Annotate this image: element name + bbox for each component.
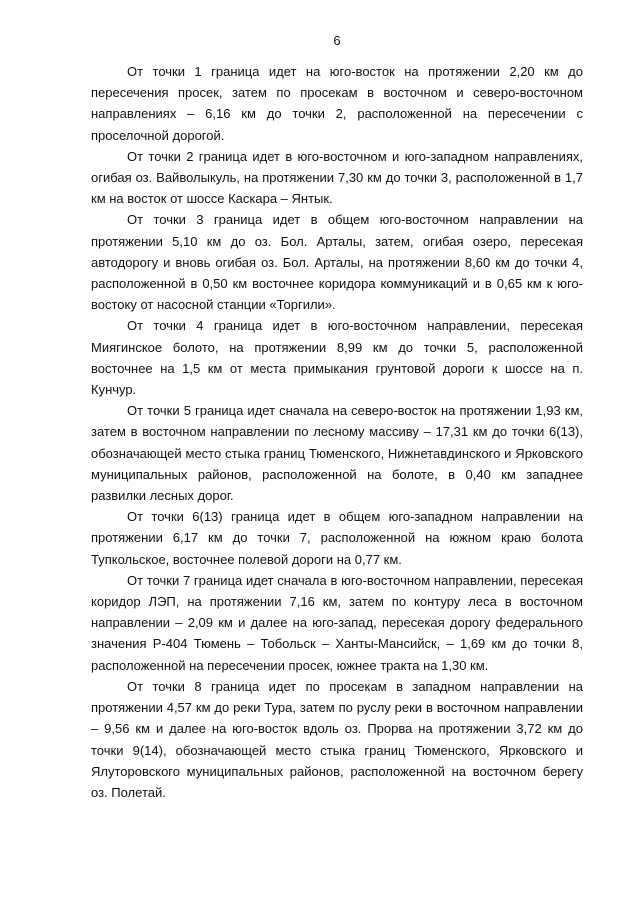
paragraph-point-2: От точки 2 граница идет в юго-восточном и юго-западном направлениях, огибая оз. Вайволыкуль, на протяжении 7,30 км до точки 3, расположенной в 1,7 км на восток от шоссе Каскара – Янтык. xyxy=(91,148,583,207)
paragraph-point-6: От точки 6(13) граница идет в общем юго-западном направлении на протяжении 6,17 км до точки 7, расположенной на южном краю болота Тупкольское, восточнее полевой дороги на 0,77 км. xyxy=(91,509,583,567)
paragraph-point-5: От точки 5 граница идет сначала на северо-восток на протяжении 1,93 км, затем в восточном направлении по лесному массиву – 17,31 км до точки 6(13), обозначающей место стыка границ Тюменского, Нижнетавдинского и Ярковского муниципальных районов, расположенной на болоте, в 0,40 км западнее развилки лесных дорог. xyxy=(91,403,583,504)
paragraph-point-1: От точки 1 граница идет на юго-восток на протяжении 2,20 км до пересечения просек, затем по просекам в восточном и северо-восточном направлениях – 6,16 км до точки 2, расположенной на пересечении с проселочной дорогой. xyxy=(91,64,583,143)
paragraph-point-3: От точки 3 граница идет в общем юго-восточном направлении на протяжении 5,10 км до оз. Бол. Арталы, затем, огибая озеро, пересекая автодорогу и вновь огибая оз. Бол. Арталы, на протяжении 8,60 км до точки 4, расположенной в 0,50 км восточнее коридора коммуникаций и в 0,65 км к юго-востоку от насосной станции «Торгили». xyxy=(91,212,583,313)
document-body xyxy=(91,61,583,803)
paragraph-point-4: От точки 4 граница идет в юго-восточном направлении, пересекая Миягинское болото, на протяжении 8,99 км до точки 5, расположенной восточнее на 1,5 км от места примыкания грунтовой дороги к шоссе на п. Кунчур. xyxy=(91,318,583,398)
paragraph-point-8: От точки 8 граница идет по просекам в западном направлении на протяжении 4,57 км до реки Тура, затем по руслу реки в восточном направлении – 9,56 км и далее на юго-восток вдоль оз. Прорва на протяжении 3,72 км до точки 9(14), обозначающей место стыка границ Тюменского, Ярковского и Ялуторовского муниципальных районов, расположенной на восточном берегу оз. Полетай. xyxy=(91,678,583,800)
paragraph-point-7: От точки 7 граница идет сначала в юго-восточном направлении, пересекая коридор ЛЭП, на протяжении 7,16 км, затем по контуру леса в восточном направлении – 2,09 км и далее на юго-запад, пересекая дорогу федерального значения Р-404 Тюмень – Тобольск – Ханты-Мансийск, – 1,69 км до точки 8, расположенной на пересечении просек, южнее тракта на 1,30 км. xyxy=(91,572,583,673)
page-number: 6 xyxy=(333,33,341,48)
